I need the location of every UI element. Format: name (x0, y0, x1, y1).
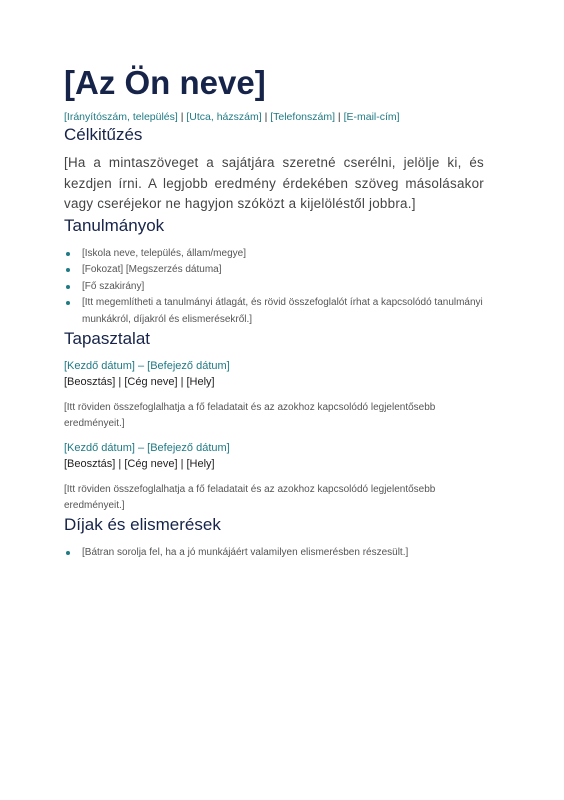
job-dates[interactable]: [Kezdő dátum] – [Befejező dátum] (64, 360, 230, 372)
education-item-text: [Iskola neve, település, állam/megye] (82, 247, 246, 259)
education-item-summary[interactable] (64, 295, 494, 328)
objective-heading[interactable]: Célkitűzés (64, 125, 143, 144)
objective-text[interactable]: [Ha a mintaszöveget a sajátjára szeretné cserélni, jelölje ki, és kezdjen írni. A legjobb eredmény érdekében szöveg másolásakor vagy cseréjekor ne hagyjon szóközt a kijelöléstől jobbra.] (64, 155, 484, 211)
job-entry (64, 358, 494, 432)
education-heading[interactable]: Tanulmányok (64, 215, 165, 235)
education-item-major[interactable] (64, 279, 494, 296)
awards-list (64, 545, 494, 562)
education-item-text: [Itt megemlítheti a tanulmányi átlagát, és rövid összefoglalót írhat a kapcsolódó tanulmányi munkákról, díjakról és elismerésekről.] (82, 297, 483, 325)
job-description[interactable]: [Itt röviden összefoglalhatja a fő feladatait és az azokhoz kapcsolódó legjelentősebb eredményeit.] (64, 402, 436, 429)
contact-email[interactable]: [E-mail-cím] (343, 111, 400, 123)
contact-separator: | (335, 111, 344, 123)
education-list (64, 246, 494, 329)
job-entry (64, 440, 494, 514)
experience-heading[interactable]: Tapasztalat (64, 329, 150, 348)
education-item-text: [Fokozat] [Megszerzés dátuma] (82, 264, 222, 275)
contact-street[interactable]: [Utca, házszám] (186, 111, 262, 123)
job-role[interactable]: [Beosztás] | [Cég neve] | [Hely] (64, 376, 215, 388)
education-item-text: [Fő szakirány] (82, 280, 145, 292)
bullet-icon (66, 285, 70, 289)
awards-heading[interactable]: Díjak és elismerések (64, 515, 221, 534)
contact-postal-city[interactable]: [Irányítószám, település] (64, 111, 178, 123)
bullet-icon (66, 551, 70, 555)
contact-line (64, 110, 494, 124)
bullet-icon (66, 301, 70, 305)
education-item-degree[interactable] (64, 262, 494, 279)
awards-item[interactable] (64, 545, 494, 562)
job-dates[interactable]: [Kezdő dátum] – [Befejező dátum] (64, 442, 230, 454)
job-description[interactable]: [Itt röviden összefoglalhatja a fő feladatait és az azokhoz kapcsolódó legjelentősebb eredményeit.] (64, 484, 436, 511)
education-item-school[interactable] (64, 246, 494, 263)
bullet-icon (66, 252, 70, 256)
resume-page (64, 60, 494, 562)
contact-phone[interactable]: [Telefonszám] (270, 111, 335, 123)
job-role[interactable]: [Beosztás] | [Cég neve] | [Hely] (64, 458, 215, 470)
contact-separator: | (261, 111, 271, 123)
contact-separator: | (177, 111, 187, 123)
awards-item-text: [Bátran sorolja fel, ha a jó munkájáért valamilyen elismerésben részesült.] (82, 547, 409, 558)
resume-name[interactable]: [Az Ön neve] (64, 64, 266, 101)
bullet-icon (66, 268, 70, 272)
